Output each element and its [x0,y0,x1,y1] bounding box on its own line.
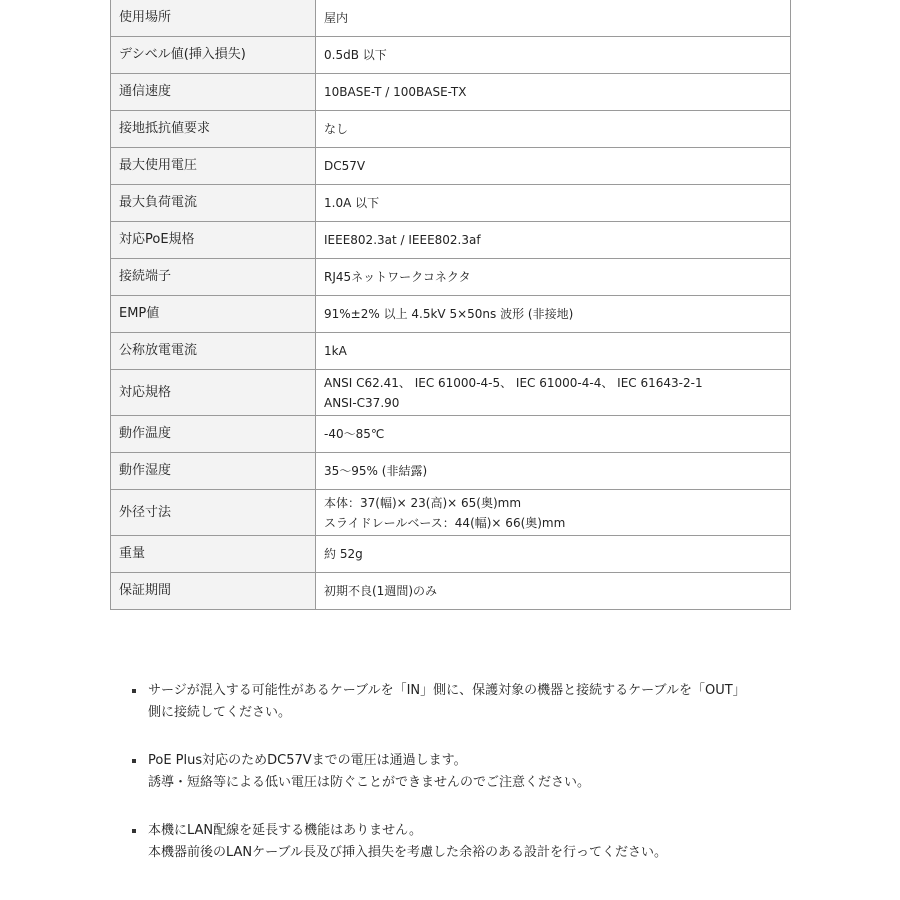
row-label: EMP値 [111,296,316,333]
value-line: 1kA [324,344,347,358]
row-value [316,370,791,416]
table-row [111,111,791,148]
table-row [111,453,791,490]
table-row [111,490,791,536]
note-line: 側に接続してください。 [148,705,292,720]
row-value [316,333,791,370]
table-row [111,74,791,111]
note-item [132,750,792,794]
row-label: デシベル値(挿入損失) [111,37,316,74]
row-value [316,490,791,536]
row-label: 最大負荷電流 [111,185,316,222]
note-line: 本機にLAN配線を延長する機能はありません。 [148,823,422,838]
value-line: RJ45ネットワークコネクタ [324,270,471,284]
table-row [111,333,791,370]
row-label: 対応規格 [111,370,316,416]
value-line: 35〜95% (非結露) [324,464,428,478]
table-row [111,370,791,416]
row-label: 動作温度 [111,416,316,453]
square-bullet-icon [132,689,136,693]
row-label: 対応PoE規格 [111,222,316,259]
row-value [316,222,791,259]
value-line: 10BASE-T / 100BASE-TX [324,85,467,99]
value-line: 1.0A 以下 [324,196,380,210]
table-row [111,148,791,185]
value-line: DC57V [324,159,366,173]
row-value [316,111,791,148]
value-line: 約 52g [324,547,363,561]
note-item [132,820,792,864]
value-line: スライドレールベース：44(幅)× 66(奥)mm [324,515,566,530]
table-row [111,416,791,453]
row-label: 保証期間 [111,573,316,610]
value-line: IEEE802.3at / IEEE802.3af [324,233,481,247]
row-label: 重量 [111,536,316,573]
value-line: 屋内 [324,11,349,25]
value-line: なし [324,122,349,136]
row-label: 使用場所 [111,0,316,37]
table-row [111,573,791,610]
row-label: 公称放電電流 [111,333,316,370]
row-value [316,74,791,111]
note-line: PoE Plus対応のためDC57Vまでの電圧は通過します。 [148,753,467,768]
row-label: 動作湿度 [111,453,316,490]
value-line: -40〜85℃ [324,427,385,441]
row-label: 接続端子 [111,259,316,296]
table-row [111,0,791,37]
table-row [111,259,791,296]
row-value [316,416,791,453]
row-label: 最大使用電圧 [111,148,316,185]
value-line: 初期不良(1週間)のみ [324,584,437,598]
row-value [316,185,791,222]
note-line: サージが混入する可能性があるケーブルを「IN」側に、保護対象の機器と接続するケーブルを「OUT」 [148,683,746,698]
table-row [111,296,791,333]
value-line: ANSI C62.41、 IEC 61000-4-5、 IEC 61000-4-4、 IEC 61643-2-1 [324,375,703,390]
value-line: ANSI-C37.90 [324,395,400,410]
square-bullet-icon [132,759,136,763]
row-value [316,573,791,610]
value-line: 0.5dB 以下 [324,48,387,62]
value-line: 本体：37(幅)× 23(高)× 65(奥)mm [324,495,522,510]
row-value [316,148,791,185]
table-row [111,185,791,222]
row-label: 通信速度 [111,74,316,111]
row-value [316,259,791,296]
row-value [316,453,791,490]
row-label: 外径寸法 [111,490,316,536]
table-row [111,536,791,573]
row-value [316,536,791,573]
square-bullet-icon [132,829,136,833]
note-line: 本機器前後のLANケーブル長及び挿入損失を考慮した余裕のある設計を行ってください。 [148,845,667,860]
row-value [316,0,791,37]
notes-list [132,680,792,890]
row-value [316,37,791,74]
row-value [316,296,791,333]
note-item [132,680,792,724]
value-line: 91%±2% 以上 4.5kV 5×50ns 波形 (非接地) [324,307,574,321]
row-label: 接地抵抗値要求 [111,111,316,148]
spec-table [110,0,791,610]
note-line: 誘導・短絡等による低い電圧は防ぐことができませんのでご注意ください。 [148,775,591,790]
table-row [111,222,791,259]
table-row [111,37,791,74]
